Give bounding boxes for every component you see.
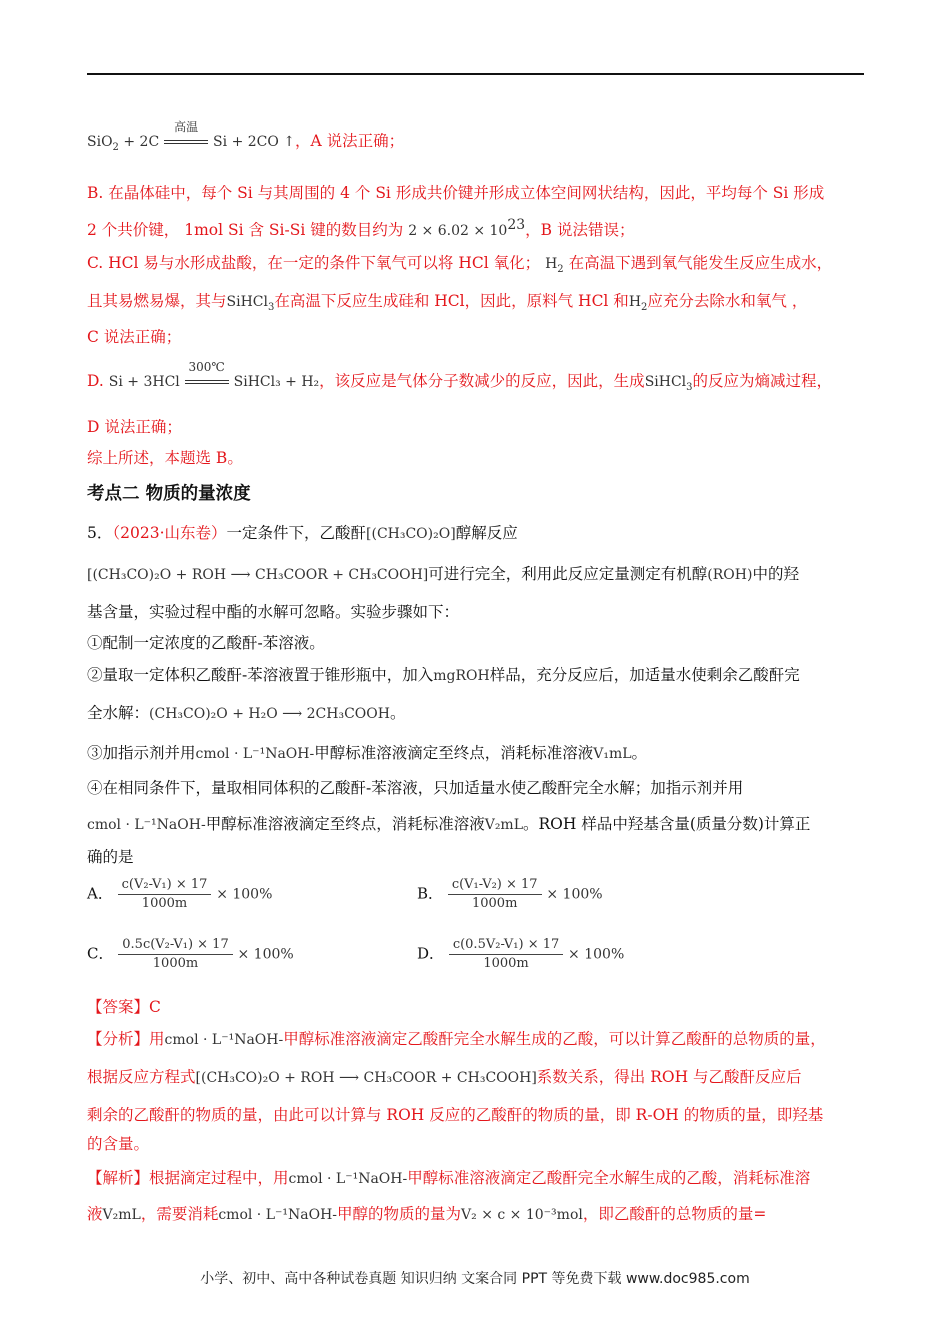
condition-300c: 300℃ [185, 370, 229, 392]
analysis-line-3: 剩余的乙酸酐的物质的量，由此可以计算与 ROH 反应的乙酸酐的物质的量，即 R-OH 的物质的量，即羟基 [87, 1106, 824, 1124]
line-a-correct: SiO$_2$ + 2C 高温 Si + 2CO ↑，A 说法正确； [87, 120, 405, 153]
line-d-1: D. Si + 3HCl 300℃ SiHCl₃ + H₂，该反应是气体分子数减少的反应，因此，生成SiHCl$_3$的反应为熵减过程， [87, 360, 833, 393]
option-b[interactable]: B． $\frac{\text{c(V₁-V₂) × 17}}{1000m}$ × 100% [417, 877, 603, 911]
answer-line: 【答案】C [87, 998, 161, 1016]
q5-step-2: ②量取一定体积乙酸酐-苯溶液置于锥形瓶中，加入mgROH样品，充分反应后，加适量水使剩余乙酸酐完 [87, 666, 800, 684]
q5-step-2-cont: 全水解：(CH₃CO)₂O + H₂O ⟶ 2CH₃COOH。 [87, 704, 406, 722]
q5-line-1: 5．（2023·山东卷）一定条件下，乙酸酐[(CH₃CO)₂O]醇解反应 [87, 524, 518, 542]
line-c-1: C. HCl 易与水形成盐酸，在一定的条件下氧气可以将 HCl 氧化； $H_2$ 在高温下遇到氧气能发生反应生成水， [87, 254, 833, 275]
q5-step-1: ①配制一定浓度的乙酸酐-苯溶液。 [87, 634, 325, 652]
q5-step-4-end: 确的是 [87, 848, 134, 866]
analysis-line-1: 【分析】用cmol · L⁻¹NaOH-甲醇标准溶液滴定乙酸酐完全水解生成的乙酸，可以计算乙酸酐的总物质的量， [87, 1030, 826, 1048]
line-d-2: D 说法正确； [87, 418, 182, 436]
section-heading: 考点二 物质的量浓度 [87, 484, 251, 504]
condition-high-temp: 高温 [164, 130, 208, 152]
q5-step-4-cont: cmol · L⁻¹NaOH-甲醇标准溶液滴定至终点，消耗标准溶液V₂mL。ROH 样品中羟基含量(质量分数)计算正 [87, 815, 811, 833]
line-summary: 综上所述，本题选 B。 [87, 449, 243, 467]
analysis-line-2: 根据反应方程式[(CH₃CO)₂O + ROH ⟶ CH₃COOR + CH₃COOH]系数关系，得出 ROH 与乙酸酐反应后 [87, 1068, 802, 1086]
line-b-1: B. 在晶体硅中，每个 Si 与其周围的 4 个 Si 形成共价键并形成立体空间网状结构，因此，平均每个 Si 形成 [87, 184, 825, 202]
analysis-line-4: 的含量。 [87, 1135, 150, 1153]
footer-banner: 小学、初中、高中各种试卷真题 知识归纳 文案合同 PPT 等免费下载 www.doc985.com [200, 1271, 750, 1287]
q5-line-2: [(CH₃CO)₂O + ROH ⟶ CH₃COOR + CH₃COOH]可进行完全，利用此反应定量测定有机醇(ROH)中的羟 [87, 565, 799, 583]
line-c-2: 且其易燃易爆，其与SiHCl$_3$在高温下反应生成硅和 HCl，因此，原料气 HCl 和$H_2$应充分去除水和氧气 ， [87, 292, 808, 313]
q5-source: （2023·山东卷） [112, 524, 227, 542]
option-c[interactable]: C． $\frac{\text{0.5c(V₂-V₁) × 17}}{1000m}$ × 100% [87, 937, 294, 971]
line-b-2: 2 个共价键， 1mol Si 含 Si-Si 键的数目约为 $2 \times 6.02 \times 10^{23}$，B 说法错误； [87, 217, 635, 240]
option-d[interactable]: D． $\frac{\text{c(0.5V₂-V₁) × 17}}{1000m}$ × 100% [417, 937, 625, 971]
solution-line-2: 液V₂mL，需要消耗cmol · L⁻¹NaOH-甲醇的物质的量为V₂ × c × 10⁻³mol，即乙酸酐的总物质的量= [87, 1205, 767, 1223]
top-rule [87, 73, 864, 75]
option-a[interactable]: A． $\frac{\text{c(V₂-V₁) × 17}}{1000m}$ × 100% [87, 877, 273, 911]
line-c-3: C 说法正确； [87, 328, 182, 346]
solution-line-1: 【解析】根据滴定过程中，用cmol · L⁻¹NaOH-甲醇标准溶液滴定乙酸酐完全水解生成的乙酸，消耗标准溶 [87, 1169, 811, 1187]
q5-step-4: ④在相同条件下，量取相同体积的乙酸酐-苯溶液，只加适量水使乙酸酐完全水解；加指示剂并用 [87, 779, 744, 797]
q5-line-3: 基含量，实验过程中酯的水解可忽略。实验步骤如下： [87, 603, 460, 621]
q5-step-3: ③加指示剂并用cmol · L⁻¹NaOH-甲醇标准溶液滴定至终点，消耗标准溶液V₁mL。 [87, 744, 648, 762]
